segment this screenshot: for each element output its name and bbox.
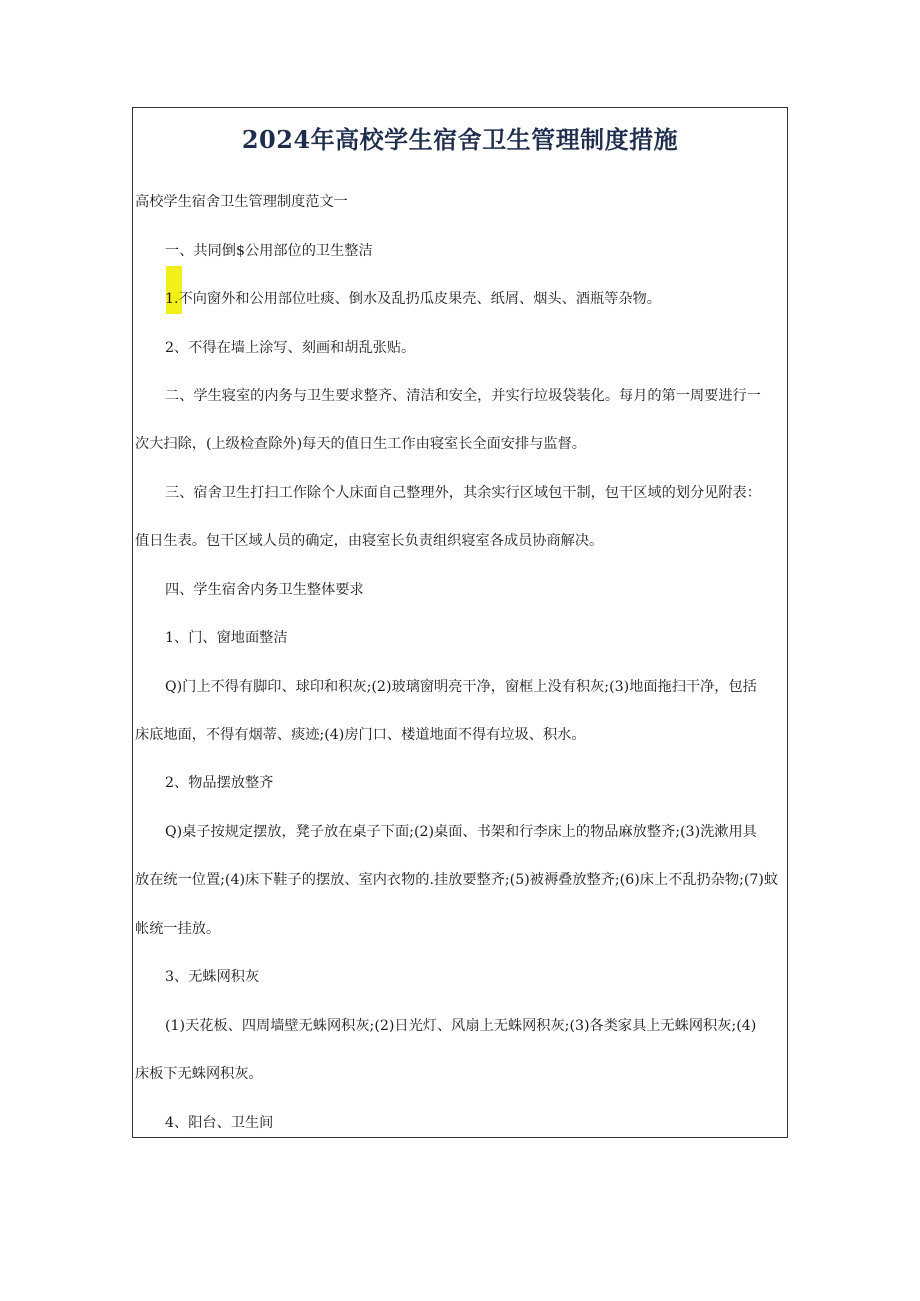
paragraph-line: 2、物品摆放整齐 (165, 775, 274, 791)
paragraph-line: 床板下无蛛网积灰。 (135, 1066, 263, 1082)
document-title: 2024年高校学生宿舍卫生管理制度措施 (241, 125, 679, 154)
document-page (132, 107, 788, 1138)
paragraph-line: (1)天花板、四周墙壁无蛛网积灰;(2)日光灯、风扇上无蛛网积灰;(3)各类家具上无蛛网积灰;(4) (165, 1018, 757, 1034)
paragraph-line: 1、门、窗地面整洁 (165, 630, 288, 646)
paragraph-line: 2、不得在墙上涂写、刻画和胡乱张贴。 (165, 340, 416, 356)
paragraph-line: Q)门上不得有脚印、球印和积灰;(2)玻璃窗明亮干净，窗框上没有积灰;(3)地面拖扫干净，包括 (165, 679, 757, 695)
paragraph-line: 帐统一挂放。 (135, 921, 221, 937)
paragraph-line: 放在统一位置;(4)床下鞋子的摆放、室内衣物的.挂放要整齐;(5)被褥叠放整齐;(6)床上不乱扔杂物;(7)蚊 (135, 872, 779, 888)
paragraph-line: 值日生表。包干区域人员的确定，由寝室长负责组织寝室各成员协商解决。 (135, 533, 604, 549)
paragraph-line: 次大扫除，(上级检查除外)每天的值日生工作由寝室长全面安排与监督。 (135, 436, 586, 452)
paragraph-line: 一、共同倒$公用部位的卫生整洁 (165, 243, 373, 259)
paragraph-line: 二、学生寝室的内务与卫生要求整齐、清洁和安全，并实行垃圾袋装化。每月的第一周要进行一 (165, 388, 761, 404)
paragraph-line: 3、无蛛网积灰 (165, 969, 260, 985)
section-heading: 高校学生宿舍卫生管理制度范文一 (135, 194, 348, 210)
paragraph-line: 4、阳台、卫生间 (165, 1115, 274, 1131)
paragraph-line: 床底地面，不得有烟蒂、痰迹;(4)房门口、楼道地面不得有垃圾、积水。 (135, 727, 586, 743)
paragraph-line: 三、宿舍卫生打扫工作除个人床面自己整理外，其余实行区域包干制，包干区域的划分见附表： (165, 485, 761, 501)
paragraph-line: 1.不向窗外和公用部位吐痰、倒水及乱扔瓜皮果壳、纸屑、烟头、酒瓶等杂物。 (165, 291, 661, 307)
paragraph-line: 四、学生宿舍内务卫生整体要求 (165, 582, 364, 598)
paragraph-line: Q)桌子按规定摆放，凳子放在桌子下面;(2)桌面、书架和行李床上的物品麻放整齐;(3)洗漱用具 (165, 824, 757, 840)
